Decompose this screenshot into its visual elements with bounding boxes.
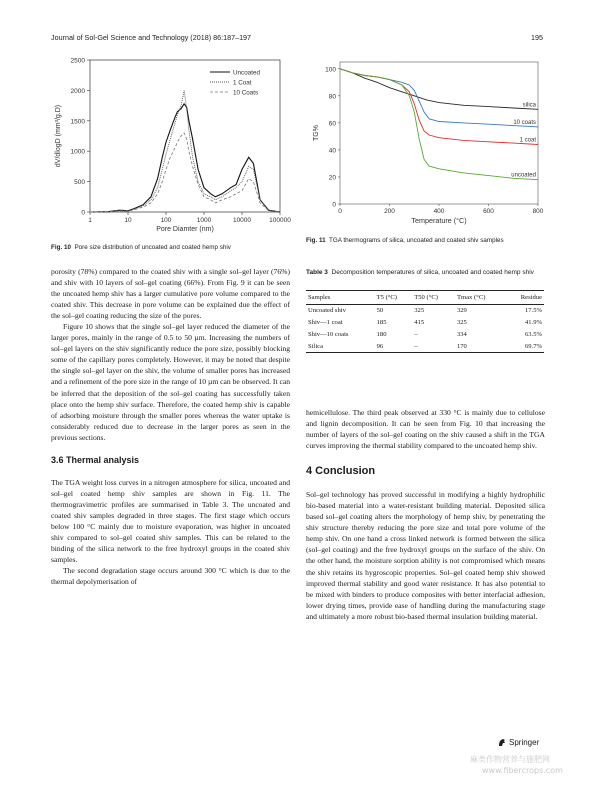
fig10-x-tick-label: 100 [160, 217, 172, 224]
fig11-caption-label: Fig. 11 [306, 237, 326, 244]
fig11-caption-text: TGA thermograms of silica, uncoated and coated shiv samples [329, 237, 504, 244]
fig11-series-line [340, 69, 538, 180]
fig10-series-line [90, 133, 280, 212]
table-row [306, 305, 544, 317]
fig10-caption [51, 244, 291, 251]
table-cell: 185 [376, 319, 387, 327]
table-cell: 50 [376, 307, 384, 315]
table-header-cell: T50 (°C) [412, 291, 455, 305]
fig10-y-tick-label: 500 [74, 179, 85, 187]
fig11-curve-label: uncoated [511, 172, 536, 179]
left-paragraph-4: The second degradation stage occurs around 300 °C which is due to the thermal depolymerisation of [51, 566, 290, 587]
fig11-x-tick-label: 200 [384, 208, 395, 215]
left-paragraph-1: porosity (78%) compared to the coated shiv with a single sol–gel layer (76%) and shiv with 10 layers of sol–gel coating (66%). From Fig. 9 it can be seen the uncoated hemp shiv has a larger cumulative pore volume compared to the coated shiv. This decrease in pore volume can be explained due the effect of the sol–gel coating reducing the size of the pores. [51, 267, 290, 321]
fig10-legend-label: 10 Coats [233, 89, 259, 97]
table-cell: – [412, 340, 455, 352]
table3-caption-text: Decomposition temperatures of silica, uncoated and coated hemp shiv [331, 269, 534, 276]
fig10-legend-label: Uncoated [233, 69, 260, 77]
fig10-legend-label: 1 Coat [233, 79, 252, 87]
fig11-plot-frame [340, 62, 538, 204]
table-header-cell: Residue [505, 291, 544, 305]
table3-caption [306, 268, 544, 277]
fig11-x-tick-label: 0 [338, 208, 342, 215]
fig11-tga-chart [306, 56, 546, 228]
fig11-curve-label: silica [522, 102, 536, 109]
fig11-x-axis-label: Temperature (°C) [411, 216, 467, 225]
fig10-x-tick-label: 1000 [196, 217, 212, 224]
watermark-url: www.fibercrops.com [482, 766, 563, 775]
table-cell: 325 [414, 307, 425, 315]
table-header-cell: Samples [306, 291, 375, 305]
fig11-curve-label: 10 coats [513, 119, 536, 126]
table3-caption-label: Table 3 [306, 269, 328, 276]
right-paragraph-1: hemicellulose. The third peak observed at 330 °C is mainly due to cellulose and lignin decomposition. It can be seen from Fig. 10 that increasing the number of layers of the sol–gel coating on the shiv caused a shift in the TGA curves improving the thermal stability compared to the uncoated hemp shiv. [306, 408, 545, 451]
fig11-caption [306, 237, 551, 244]
fig10-y-tick-label: 1500 [70, 118, 85, 126]
table-cell: Silica [306, 340, 375, 352]
table3 [306, 290, 544, 353]
fig11-series-line [340, 69, 538, 110]
springer-horse-icon [498, 738, 506, 747]
fig10-y-tick-label: 2000 [70, 87, 85, 95]
table-cell: 415 [414, 319, 425, 327]
journal-header: Journal of Sol-Gel Science and Technology (2018) 86:187–197 [51, 33, 252, 42]
right-column [306, 407, 545, 622]
page-number: 195 [531, 33, 543, 42]
fig10-series-line [90, 104, 280, 212]
fig10-x-tick-label: 10 [124, 217, 132, 224]
table-cell: 41.9% [524, 319, 542, 327]
fig10-series-line [90, 90, 280, 212]
left-column [51, 266, 290, 587]
fig10-x-axis-label: Pore Diamter (nm) [156, 226, 214, 233]
left-paragraph-3: The TGA weight loss curves in a nitrogen atmosphere for silica, uncoated and sol–gel coated hemp shiv samples are shown in Fig. 11. The thermogravimetric profiles are summarised in Table 3. The uncoated and coated shiv samples degraded in three stages. The first stage which occurs below 100 °C mainly due to moisture evaporation, was higher in uncoated shiv compared to sol–gel coated shiv samples. This can be related to the binding of the silica network to the free hydroxyl groups in the coated shiv samples. [51, 477, 290, 565]
table-cell: 329 [456, 307, 467, 315]
fig11-y-tick-label: 100 [325, 66, 336, 74]
springer-wordmark: Springer [509, 738, 540, 747]
fig10-x-tick-label: 100000 [269, 217, 291, 224]
table-row [306, 329, 544, 341]
table-header-cell: Tmax (°C) [455, 291, 505, 305]
watermark-chinese: 麻类作物营养与施肥网 [470, 755, 550, 764]
right-paragraph-2: Sol–gel technology has proved successful in modifying a highly hydrophilic bio-based material into a water-resistant building material. Deposited silica based sol–gel coating alters the morphology of hemp shiv, by penetrating the shiv structure thereby reducing the pore size and total pore volume of the hemp shiv. On one hand a cross linked network is formed between the silica (sol–gel coating) and the free hydroxyl groups on the surface of the shiv. On the other hand, the moisture sorption ability is not compromised which means the shiv retains its hygroscopic properties. Sol–gel coated hemp shiv showed improved thermal stability and good water resistance. It has also potential to be mixed with binders to produce composites with better interfacial adhesion, lower drying times, provide ease of handling during the manufacturing stage and ultimately a more robust bio-based thermal insulation building material. [306, 490, 545, 621]
fig11-x-tick-label: 800 [532, 208, 544, 215]
table-cell: 17.5% [524, 307, 542, 315]
fig10-caption-label: Fig. 10 [51, 244, 71, 251]
table-cell: Shiv—1 coat [308, 319, 343, 327]
fig11-y-tick-label: 40 [328, 147, 336, 155]
fig11-y-axis-label: TG% [313, 125, 320, 141]
fig11-curve-label: 1 coat [519, 137, 536, 144]
table-header-cell: T5 (°C) [375, 291, 413, 305]
fig10-y-tick-label: 2500 [70, 57, 85, 65]
table-cell: 69.7% [505, 340, 544, 352]
fig10-x-tick-label: 1 [88, 217, 92, 224]
table-cell: 170 [455, 340, 505, 352]
table-cell: 96 [375, 340, 413, 352]
table-cell: 325 [456, 319, 467, 327]
fig10-y-axis-label: dV/dlogD (mm³/g.D) [55, 104, 62, 168]
table-cell: 63.5% [524, 330, 542, 338]
fig11-series-line [340, 69, 538, 127]
fig10-x-tick-label: 10000 [232, 217, 252, 224]
section-heading-conclusion: 4 Conclusion [306, 465, 376, 478]
fig10-y-tick-label: 0 [81, 209, 85, 217]
table-cell: 180 [376, 330, 387, 338]
table-cell: Shiv—10 coats [308, 330, 349, 338]
springer-logo [498, 738, 539, 747]
fig11-y-tick-label: 0 [332, 201, 336, 209]
fig10-y-tick-label: 1000 [70, 148, 85, 156]
fig11-y-tick-label: 80 [328, 93, 336, 101]
fig11-y-tick-label: 60 [328, 120, 336, 128]
table-row [306, 340, 544, 352]
table-cell: 334 [456, 330, 467, 338]
table-header-row [306, 291, 544, 305]
table-cell: Uncoated shiv [308, 307, 346, 315]
table-row [306, 317, 544, 329]
fig10-pore-size-chart [48, 52, 291, 242]
fig11-x-tick-label: 400 [433, 208, 445, 215]
fig11-y-tick-label: 20 [328, 174, 336, 182]
left-paragraph-2: Figure 10 shows that the single sol–gel layer reduced the diameter of the larger pores, mainly in the range of 0.5 to 50 µm. Increasing the numbers of sol–gel layers on the shiv significantly reduce the pore size, possibly blocking some of the capillary pores completely. However, it may be noted that despite the single sol–gel layer on the shiv, the volume of smaller pores has increased and a refinement of the pore size in the range of 10 µm can be observed. It can be inferred that the deposition of the sol–gel coating has successfully taken place onto the hemp shiv surface. Therefore, the coated hemp shiv is capable of adsorbing moisture through the smaller pores whereas the water uptake is considerably reduced due to decrease in the larger pores as seen in the previous sections. [51, 322, 290, 442]
fig10-caption-text: Pore size distribution of uncoated and coated hemp shiv [74, 244, 231, 251]
section-heading-thermal: 3.6 Thermal analysis [51, 454, 140, 465]
fig11-x-tick-label: 600 [483, 208, 494, 215]
table-cell: – [414, 330, 418, 338]
